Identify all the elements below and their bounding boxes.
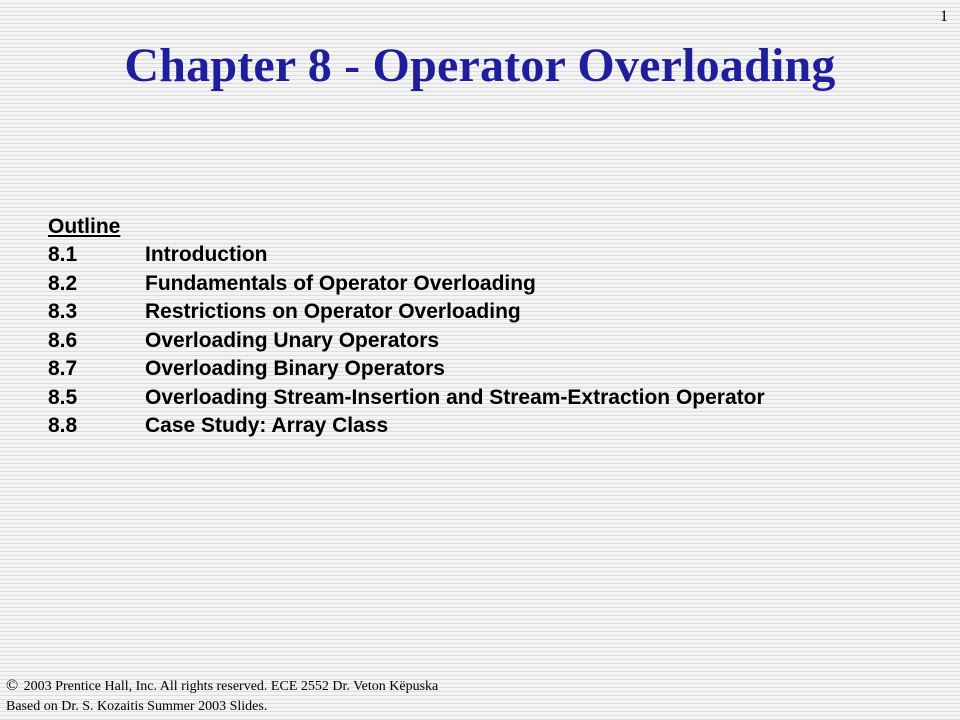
- footer: [6, 676, 438, 717]
- outline: [48, 212, 928, 441]
- outline-item: [48, 412, 928, 441]
- copyright-line: [6, 676, 438, 697]
- outline-item: [48, 327, 928, 356]
- section-title: Overloading Stream-Insertion and Stream-Extraction Operator: [145, 385, 765, 409]
- outline-item: [48, 298, 928, 327]
- section-number: 8.5: [48, 385, 78, 409]
- copyright-icon: ©: [6, 677, 19, 694]
- outline-heading: Outline: [48, 215, 121, 238]
- outline-item: [48, 241, 928, 270]
- outline-item: [48, 270, 928, 299]
- slide-title: Chapter 8 - Operator Overloading: [124, 39, 836, 92]
- page-number: 1: [940, 8, 948, 25]
- section-number: 8.7: [48, 357, 78, 380]
- section-number: 8.3: [48, 300, 78, 323]
- section-title: Overloading Unary Operators: [145, 328, 440, 352]
- copyright-text: 2003 Prentice Hall, Inc. All rights reserved. ECE 2552 Dr. Veton Këpuska: [23, 679, 439, 694]
- section-number: 8.8: [48, 414, 78, 437]
- section-number: 8.1: [48, 243, 78, 266]
- outline-item: [48, 384, 928, 413]
- section-number: 8.2: [48, 271, 78, 295]
- outline-list: [48, 241, 928, 441]
- outline-item: [48, 355, 928, 384]
- section-title: Restrictions on Operator Overloading: [145, 300, 521, 323]
- section-number: 8.6: [48, 328, 78, 352]
- section-title: Fundamentals of Operator Overloading: [145, 271, 536, 295]
- attribution-line: Based on Dr. S. Kozaitis Summer 2003 Slides.: [6, 699, 268, 714]
- section-title: Case Study: Array Class: [145, 414, 389, 437]
- section-title: Introduction: [145, 243, 268, 266]
- section-title: Overloading Binary Operators: [145, 357, 445, 380]
